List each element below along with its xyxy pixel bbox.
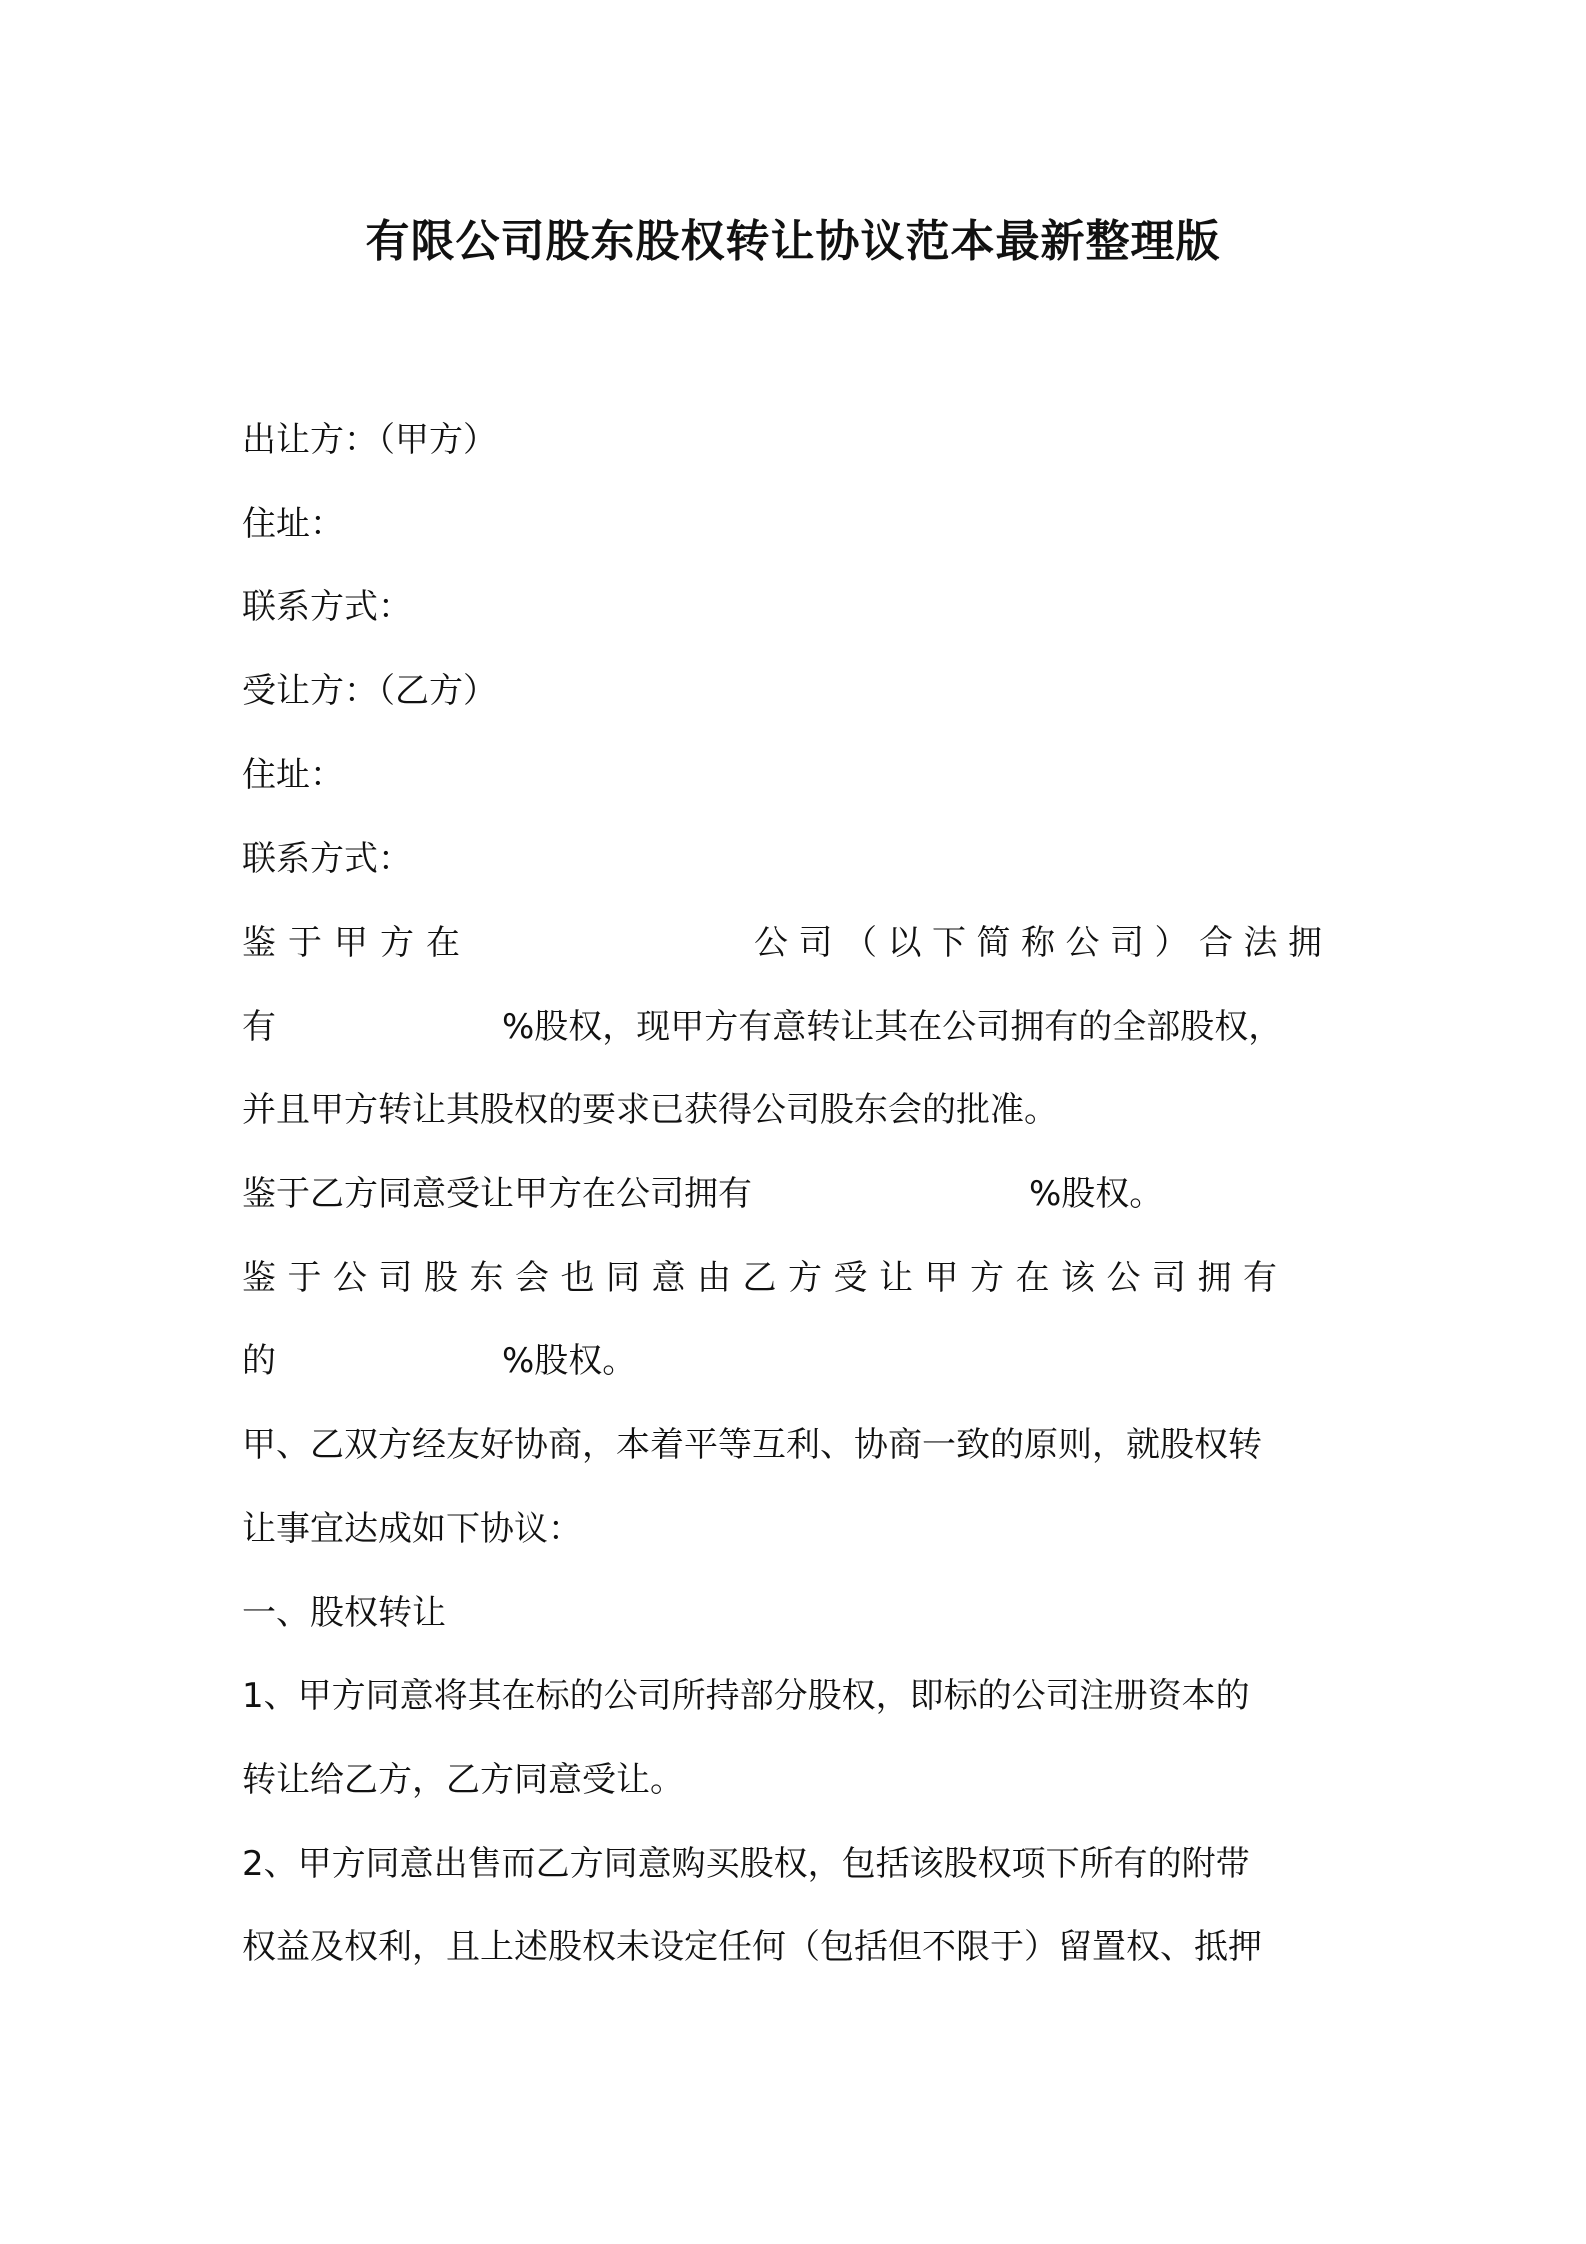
- document-title: 有限公司股东股权转让协议范本最新整理版: [365, 216, 1221, 267]
- item2-line1: 2、甲方同意出售而乙方同意购买股权，包括该股权项下所有的附带: [242, 1844, 1250, 1884]
- transferee-address-label: 住址：: [242, 755, 344, 795]
- clause3-line2-text-a: 的: [242, 1341, 276, 1381]
- transferor-label: 出让方：（甲方）: [242, 420, 497, 460]
- clause3-line1: 鉴于公司股东会也同意由乙方受让甲方在该公司拥有: [242, 1258, 1289, 1298]
- clause3-line2-text-b: %股权。: [502, 1341, 637, 1381]
- item2-line2: 权益及权利，且上述股权未设定任何（包括但不限于）留置权、抵押: [242, 1927, 1262, 1967]
- transferor-contact-label: 联系方式：: [242, 587, 412, 627]
- clause1-line2-text-b: %股权，现甲方有意转让其在公司拥有的全部股权，: [502, 1007, 1283, 1047]
- clause1-text-b: 公司（以下简称公司）合法拥: [754, 923, 1333, 963]
- clause2-text-a: 鉴于乙方同意受让甲方在公司拥有: [242, 1174, 752, 1214]
- clause1-line3: 并且甲方转让其股权的要求已获得公司股东会的批准。: [242, 1090, 1058, 1130]
- transferor-address-label: 住址：: [242, 504, 344, 544]
- clause4-line1: 甲、乙双方经友好协商，本着平等互利、协商一致的原则，就股权转: [242, 1425, 1262, 1465]
- transferee-contact-label: 联系方式：: [242, 839, 412, 879]
- clause1-line2: [242, 1002, 1352, 1052]
- section1-heading: 一、股权转让: [242, 1593, 446, 1633]
- item1-line2: 转让给乙方，乙方同意受让。: [242, 1760, 684, 1800]
- clause1-line2-text-a: 有: [242, 1007, 276, 1047]
- transferee-label: 受让方：（乙方）: [242, 671, 497, 711]
- clause4-line2: 让事宜达成如下协议：: [242, 1509, 582, 1549]
- clause3-line2: [242, 1336, 1352, 1386]
- clause2-text-b: %股权。: [1029, 1174, 1164, 1214]
- item1-line1: 1、甲方同意将其在标的公司所持部分股权，即标的公司注册资本的: [242, 1676, 1250, 1716]
- clause2-line: [242, 1169, 1352, 1219]
- clause1-text-a: 鉴于甲方在: [242, 923, 472, 963]
- clause1-line1: [242, 918, 1352, 968]
